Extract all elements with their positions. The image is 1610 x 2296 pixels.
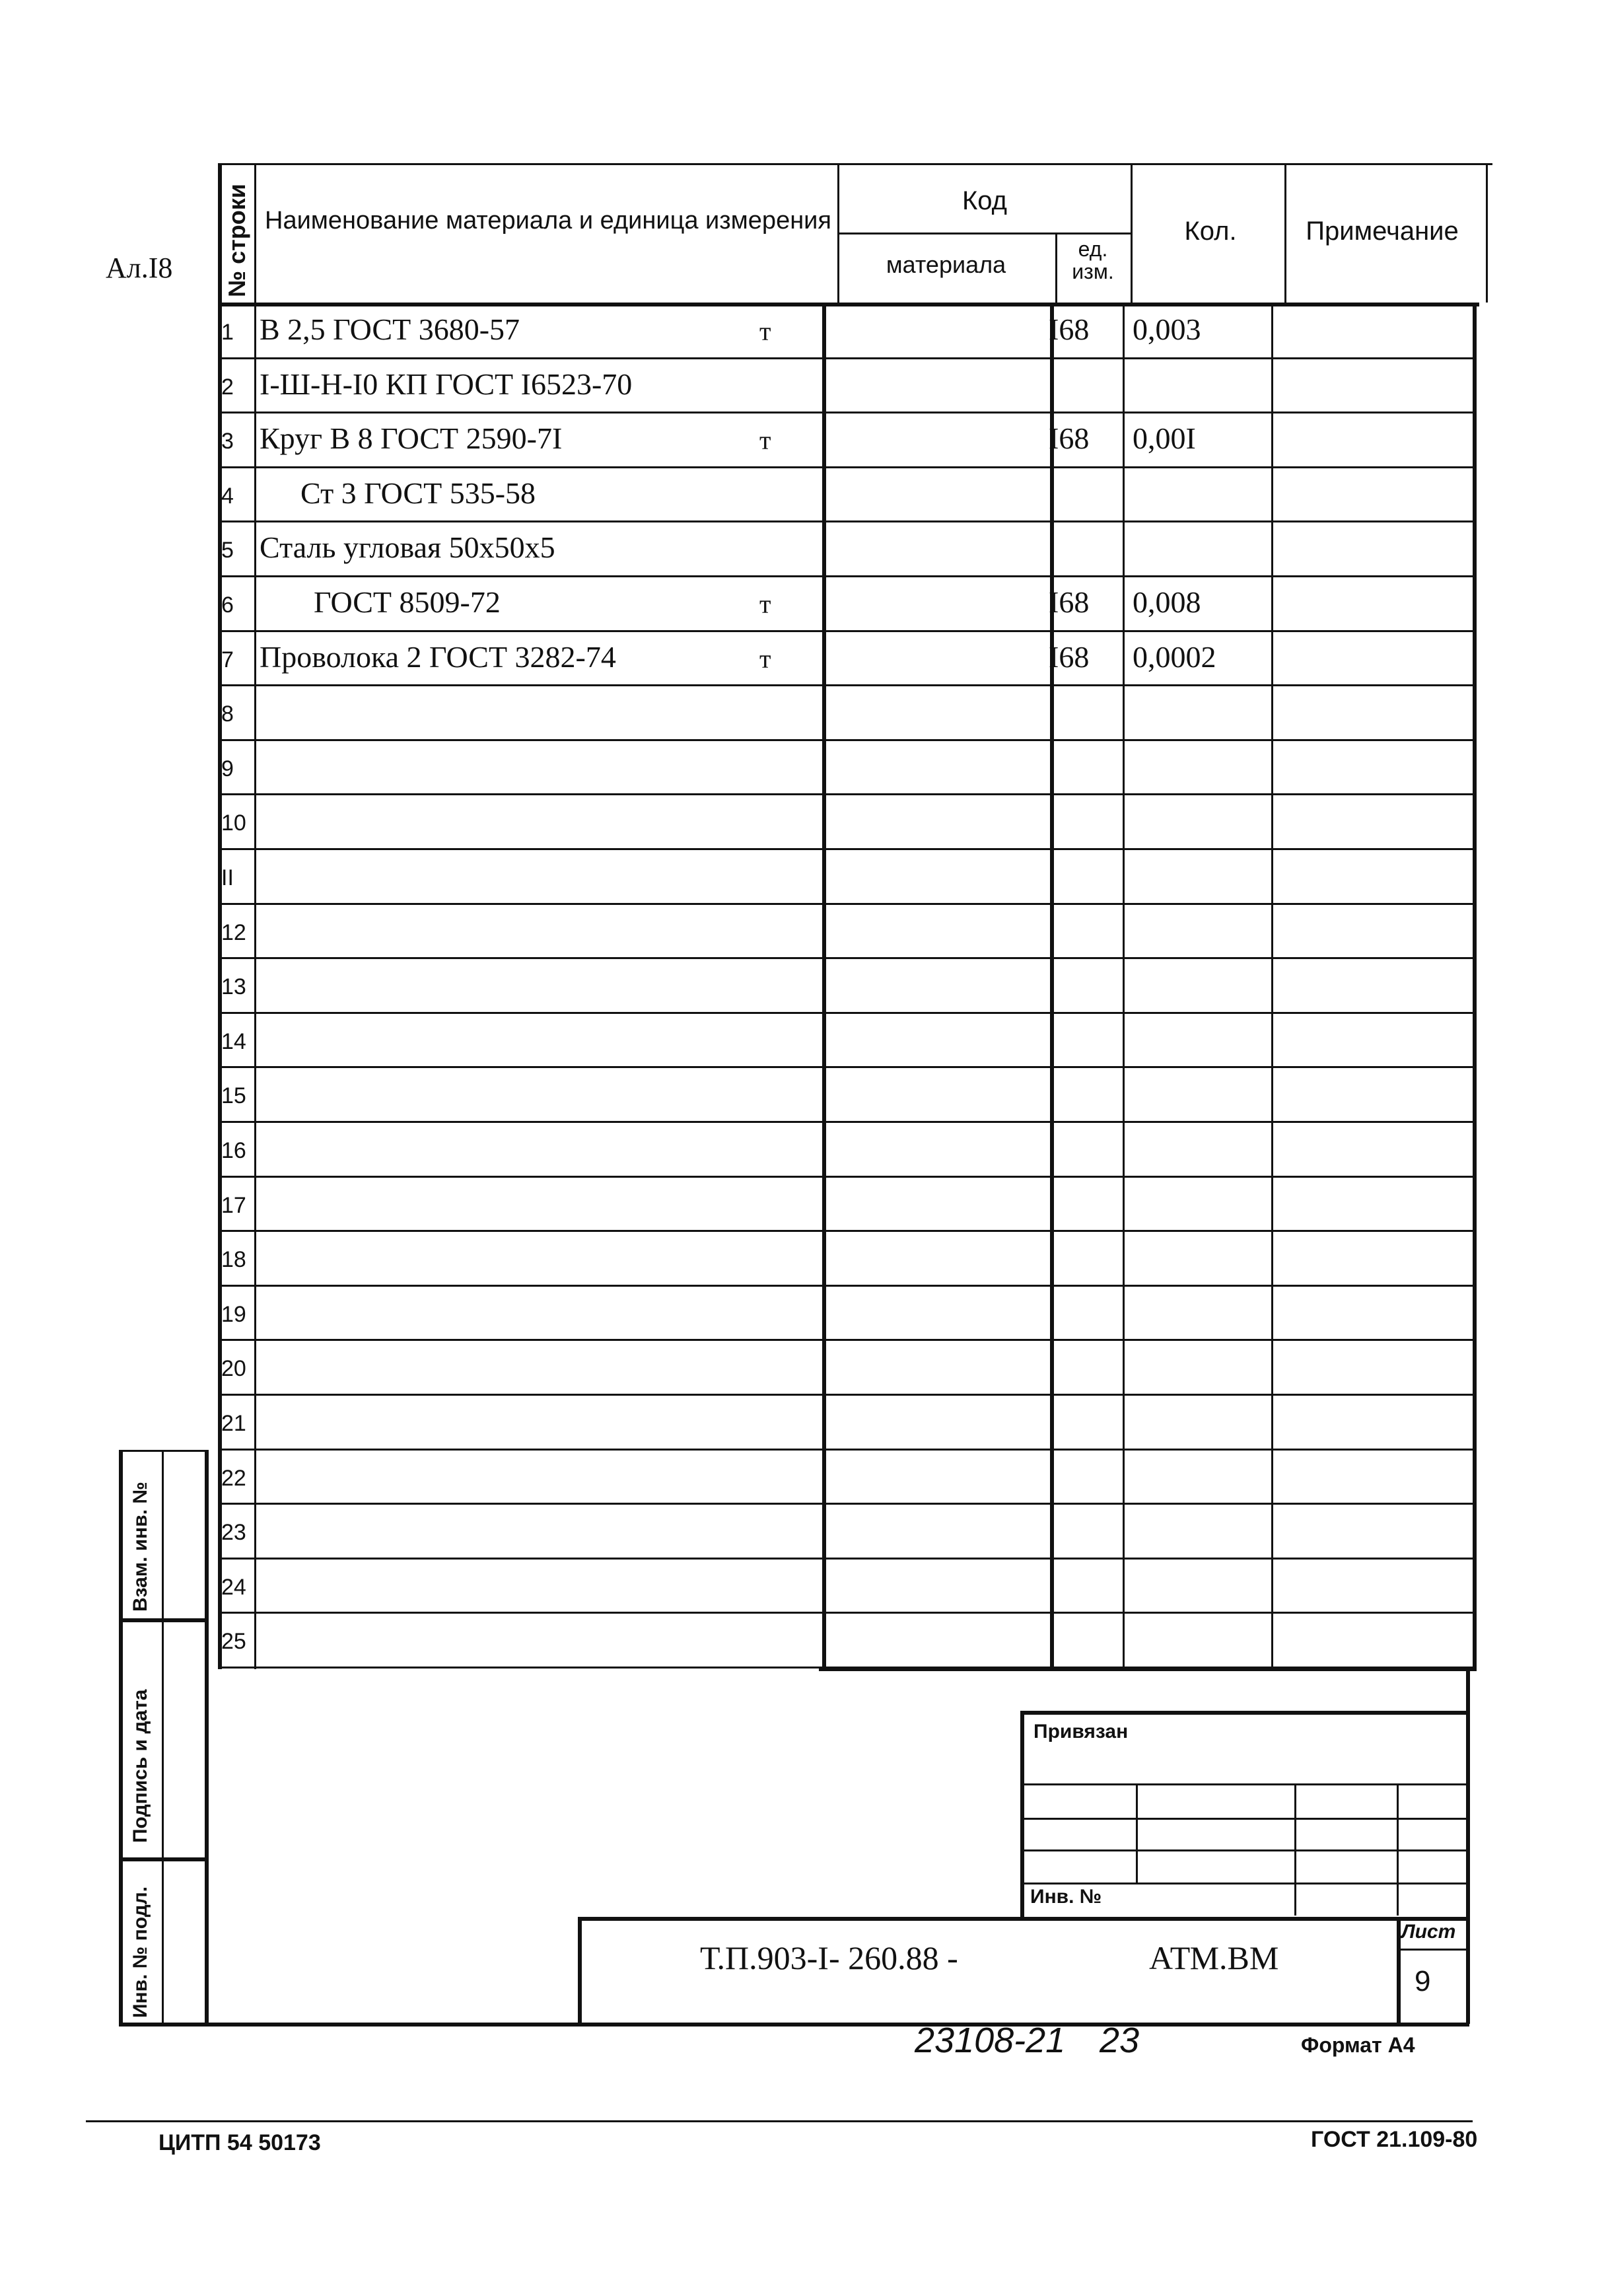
designation: Т.П.903-I- 260.88 - [700,1939,958,1976]
header-name [258,205,839,236]
row-number: 23 [221,1520,246,1546]
quantity: 0,008 [1133,585,1201,619]
stamp-inv-podl: Инв. № подл. [129,1886,151,2018]
material-unit: т [759,425,771,456]
quantity: 0,003 [1133,312,1201,346]
row-number: 5 [221,538,234,563]
quantity: 0,00I [1133,421,1196,456]
material-unit: т [759,589,771,619]
material-unit: т [759,643,771,674]
row-number: 14 [221,1028,246,1054]
handwritten-number: 23108-21 [915,2021,1066,2060]
row-number: 9 [221,756,234,781]
stamp-podpis: Подпись и дата [129,1689,151,1843]
sheet-number: 9 [1415,1965,1431,1997]
unit-code: I68 [1049,312,1090,346]
left-code: ЦИТП 54 50173 [158,2130,321,2155]
row-number: 3 [221,429,234,454]
row-number: 2 [221,374,234,400]
row-number: 1 [221,320,234,345]
row-number: 20 [221,1356,246,1382]
unit-code: I68 [1049,585,1090,619]
row-number: 25 [221,1629,246,1655]
row-number: 13 [221,974,246,1000]
privyazan-label: Привязан [1033,1721,1129,1742]
row-number: 18 [221,1247,246,1273]
inv-no-label: Инв. № [1030,1886,1102,1908]
unit-code: I68 [1049,639,1090,674]
format-label: Формат А4 [1301,2033,1415,2057]
row-number: 10 [221,810,246,836]
material-name: ГОСТ 8509-72 [314,585,501,619]
material-name: Круг В 8 ГОСТ 2590-7I [260,421,563,456]
header-code: Код [962,186,1007,215]
row-number: 6 [221,592,234,618]
row-number: 21 [221,1411,246,1436]
material-name: Сталь угловая 50х50х5 [260,530,555,565]
sheet-label: Ал.I8 [106,252,173,284]
right-code: ГОСТ 21.109-80 [1311,2127,1478,2152]
row-number: 4 [221,483,234,509]
material-name: В 2,5 ГОСТ 3680-57 [260,312,520,346]
row-number: 19 [221,1301,246,1327]
material-unit: т [759,316,771,346]
header-code-unit-text: ед. изм. [1072,237,1114,283]
header-note: Примечание [1306,217,1459,246]
unit-code: I68 [1049,421,1090,456]
header-row-no: № строки [223,184,250,297]
handwritten-number-2: 23 [1100,2021,1140,2060]
row-number: 7 [221,647,234,672]
row-number: 12 [221,919,246,945]
row-number: 15 [221,1083,246,1109]
row-number: 22 [221,1465,246,1491]
quantity: 0,0002 [1133,639,1216,674]
header-code-unit [1057,238,1129,283]
material-name: Ст 3 ГОСТ 535-58 [300,476,536,510]
row-number: II [221,865,234,890]
row-number: 8 [221,701,234,727]
designation-suffix: АТМ.ВМ [1149,1939,1279,1976]
stamp-vzam: Взам. инв. № [129,1482,151,1612]
header-qty: Кол. [1184,217,1237,246]
material-name: Проволока 2 ГОСТ 3282-74 [260,639,616,674]
header-name-text: Наименование материала и единица измерения [265,207,831,234]
material-name: I-Ш-Н-I0 КП ГОСТ I6523-70 [260,367,633,401]
row-number: 17 [221,1192,246,1218]
sheet-label-cell: Лист [1401,1921,1456,1943]
row-number: 24 [221,1574,246,1600]
row-number: 16 [221,1138,246,1163]
header-code-material: материала [886,251,1006,278]
